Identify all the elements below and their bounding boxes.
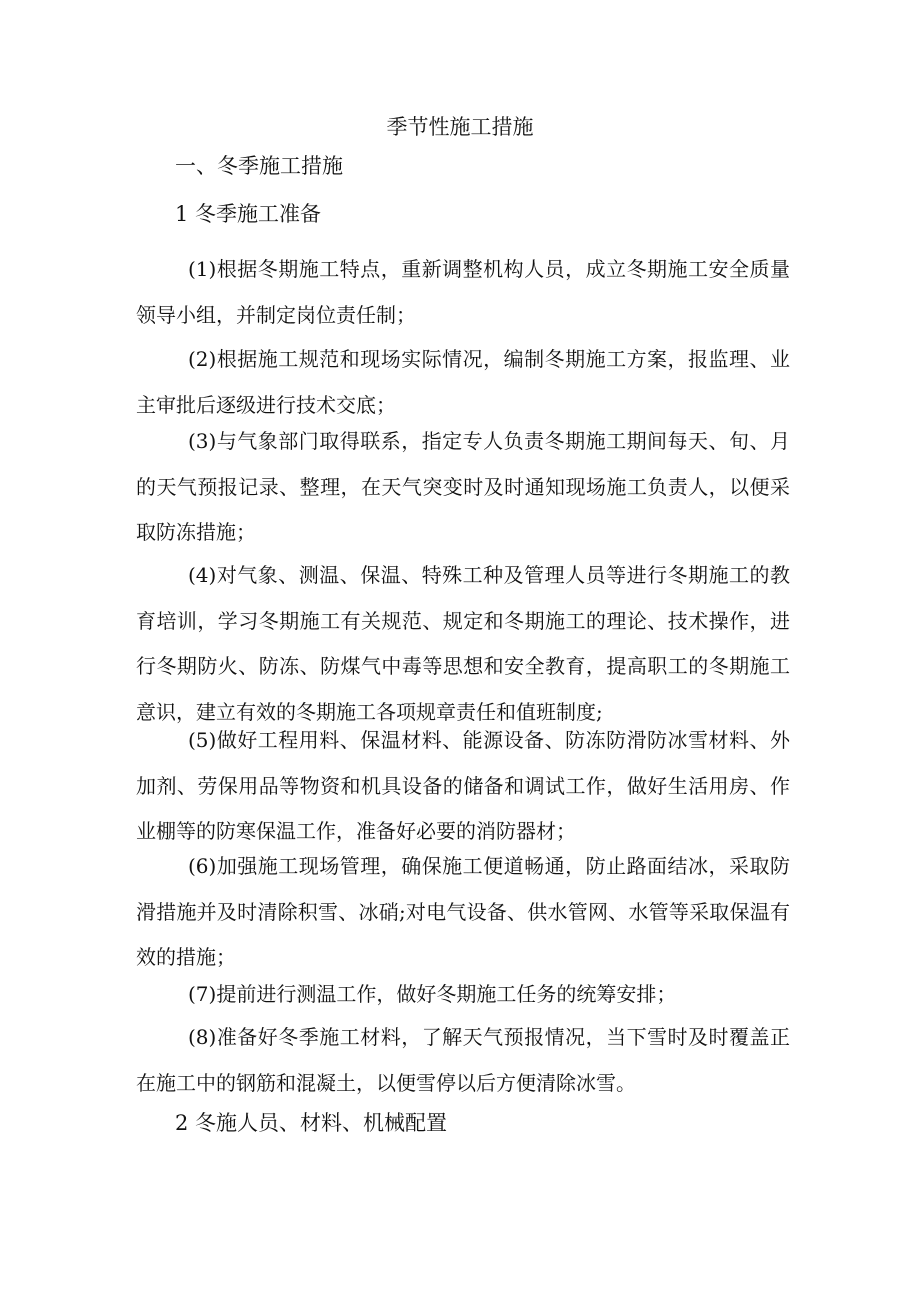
list-item: (1)根据冬期施工特点，重新调整机构人员，成立冬期施工安全质量领导小组，并制定岗位责任制； <box>136 257 790 327</box>
list-item: (3)与气象部门取得联系，指定专人负责冬期施工期间每天、旬、月的天气预报记录、整理，在天气突变时及时通知现场施工负责人，以便采取防冻措施； <box>136 429 790 544</box>
list-item: (7)提前进行测温工作，做好冬期施工任务的统筹安排； <box>188 982 677 1006</box>
subsection-heading-staffing-materials-machinery: 2 冬施人员、材料、机械配置 <box>175 1111 448 1135</box>
list-item: (5)做好工程用料、保温材料、能源设备、防冻防滑防冰雪材料、外加剂、劳保用品等物资和机具设备的储备和调试工作，做好生活用房、作业棚等的防寒保温工作，准备好必要的消防器材； <box>136 728 790 843</box>
section-heading-winter-measures: 一、冬季施工措施 <box>175 154 343 178</box>
list-item: (4)对气象、测温、保温、特殊工种及管理人员等进行冬期施工的教育培训，学习冬期施工有关规范、规定和冬期施工的理论、技术操作，进行冬期防火、防冻、防煤气中毒等思想和安全教育，提高职工的冬期施工意识，建立有效的冬期施工各项规章责任和值班制度; <box>136 563 790 724</box>
list-item: (6)加强施工现场管理，确保施工便道畅通，防止路面结冰，采取防滑措施并及时清除积雪、冰硝;对电气设备、供水管网、水管等采取保温有效的措施； <box>136 854 790 969</box>
document-title: 季节性施工措施 <box>386 115 534 139</box>
subsection-heading-winter-preparation: 1 冬季施工准备 <box>175 202 322 226</box>
list-item: (8)准备好冬季施工材料，了解天气预报情况，当下雪时及时覆盖正在施工中的钢筋和混凝土，以便雪停以后方便清除冰雪。 <box>136 1025 790 1095</box>
list-item: (2)根据施工规范和现场实际情况，编制冬期施工方案，报监理、业主审批后逐级进行技术交底； <box>136 347 790 417</box>
